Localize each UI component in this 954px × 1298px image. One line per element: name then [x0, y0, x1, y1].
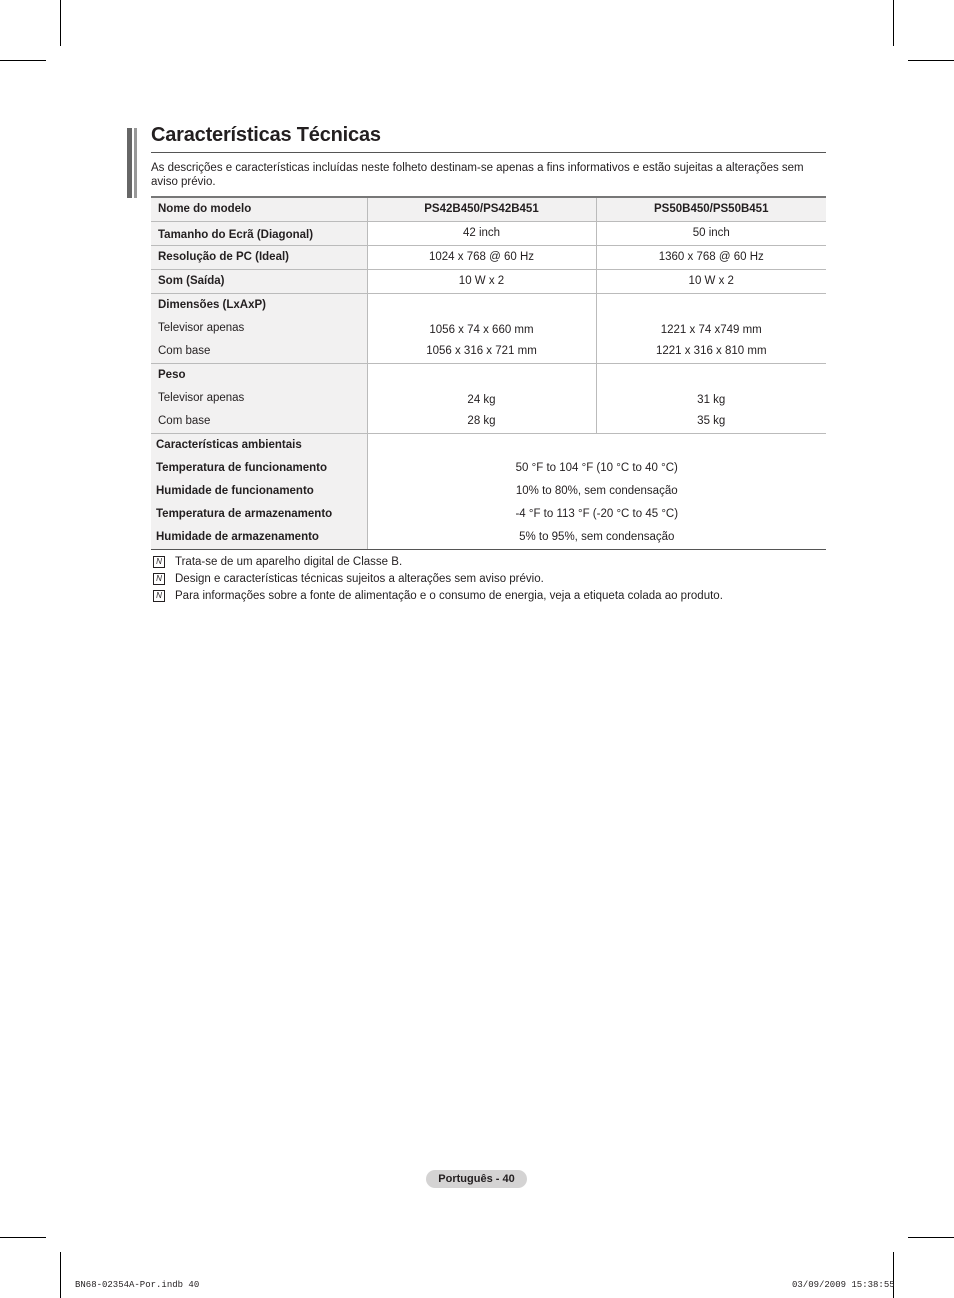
crop-mark — [60, 0, 61, 46]
cell-value: 1024 x 768 @ 60 Hz — [428, 251, 535, 263]
cell-value: 42 inch — [462, 227, 501, 239]
note-icon: N — [153, 590, 165, 602]
crop-mark — [0, 1237, 46, 1238]
table-row — [151, 364, 826, 434]
row-label: Resolução de PC (Ideal) — [158, 251, 290, 263]
table-row — [151, 270, 826, 294]
cell-value: 1221 x 316 x 810 mm — [655, 345, 767, 357]
header-model-b: PS50B450/PS50B451 — [596, 197, 826, 222]
cell-value: 50 °F to 104 °F (10 °C to 40 °C) — [515, 462, 678, 474]
row-label: Peso — [158, 369, 186, 381]
row-sublabel: Televisor apenas — [158, 392, 245, 404]
print-footer-right: 03/09/2009 15:38:55 — [792, 1280, 895, 1290]
row-sublabel: Com base — [158, 345, 211, 357]
row-label: Dimensões (LxAxP) — [158, 299, 267, 311]
cell-value: 10 W x 2 — [688, 275, 734, 287]
row-sublabel: Temperatura de funcionamento — [156, 462, 328, 474]
page-number-badge: Português - 40 — [426, 1170, 527, 1188]
list-item — [153, 587, 723, 604]
print-footer-left: BN68-02354A-Por.indb 40 — [75, 1280, 200, 1290]
row-label: Som (Saída) — [158, 275, 225, 287]
cell-value: -4 °F to 113 °F (-20 °C to 45 °C) — [515, 508, 679, 520]
cell-value: 31 kg — [697, 394, 726, 406]
cell-value: 10% to 80%, sem condensação — [515, 485, 678, 497]
row-sublabel: Televisor apenas — [158, 322, 245, 334]
cell-value: 35 kg — [697, 415, 726, 427]
crop-mark — [908, 1237, 954, 1238]
cell-value: 28 kg — [467, 415, 496, 427]
crop-mark — [0, 60, 46, 61]
note-text: Trata-se de um aparelho digital de Classe B. — [175, 555, 403, 568]
table-row — [151, 434, 826, 550]
notes-list — [153, 553, 723, 604]
cell-value: 50 inch — [692, 227, 730, 239]
list-item — [153, 570, 723, 587]
title-divider — [151, 152, 826, 153]
cell-value: 1221 x 74 x749 mm — [660, 324, 762, 336]
crop-mark — [60, 1252, 61, 1298]
note-icon: N — [153, 556, 165, 568]
table-row — [151, 222, 826, 246]
crop-mark — [908, 60, 954, 61]
page-title: Características Técnicas — [151, 124, 381, 146]
cell-value: 1056 x 74 x 660 mm — [429, 324, 534, 336]
table-row — [151, 294, 826, 364]
table-row — [151, 246, 826, 270]
header-model-label: Nome do modelo — [151, 197, 367, 222]
cell-value: 1056 x 316 x 721 mm — [426, 345, 537, 357]
cell-value: 1360 x 768 @ 60 Hz — [658, 251, 764, 263]
cell-value: 10 W x 2 — [458, 275, 505, 287]
row-sublabel: Humidade de armazenamento — [156, 531, 319, 543]
row-sublabel: Com base — [158, 415, 211, 427]
spec-table — [151, 196, 826, 550]
note-text: Design e características técnicas sujeitos a alterações sem aviso prévio. — [175, 572, 544, 585]
list-item — [153, 553, 723, 570]
row-label: Características ambientais — [156, 439, 302, 451]
cell-value: 5% to 95%, sem condensação — [519, 531, 675, 543]
note-text: Para informações sobre a fonte de alimentação e o consumo de energia, veja a etiqueta colada ao produto. — [175, 589, 723, 602]
intro-text: As descrições e características incluídas neste folheto destinam-se apenas a fins informativos e estão sujeitas a alterações sem aviso prévio. — [151, 162, 804, 188]
row-sublabel: Temperatura de armazenamento — [156, 508, 333, 520]
cell-value: 24 kg — [467, 394, 496, 406]
note-icon: N — [153, 573, 165, 585]
header-model-a: PS42B450/PS42B451 — [367, 197, 596, 222]
crop-mark — [893, 1252, 894, 1298]
row-sublabel: Humidade de funcionamento — [156, 485, 314, 497]
row-label: Tamanho do Ecrã (Diagonal) — [158, 229, 314, 241]
table-header — [151, 197, 826, 222]
crop-mark — [893, 0, 894, 46]
